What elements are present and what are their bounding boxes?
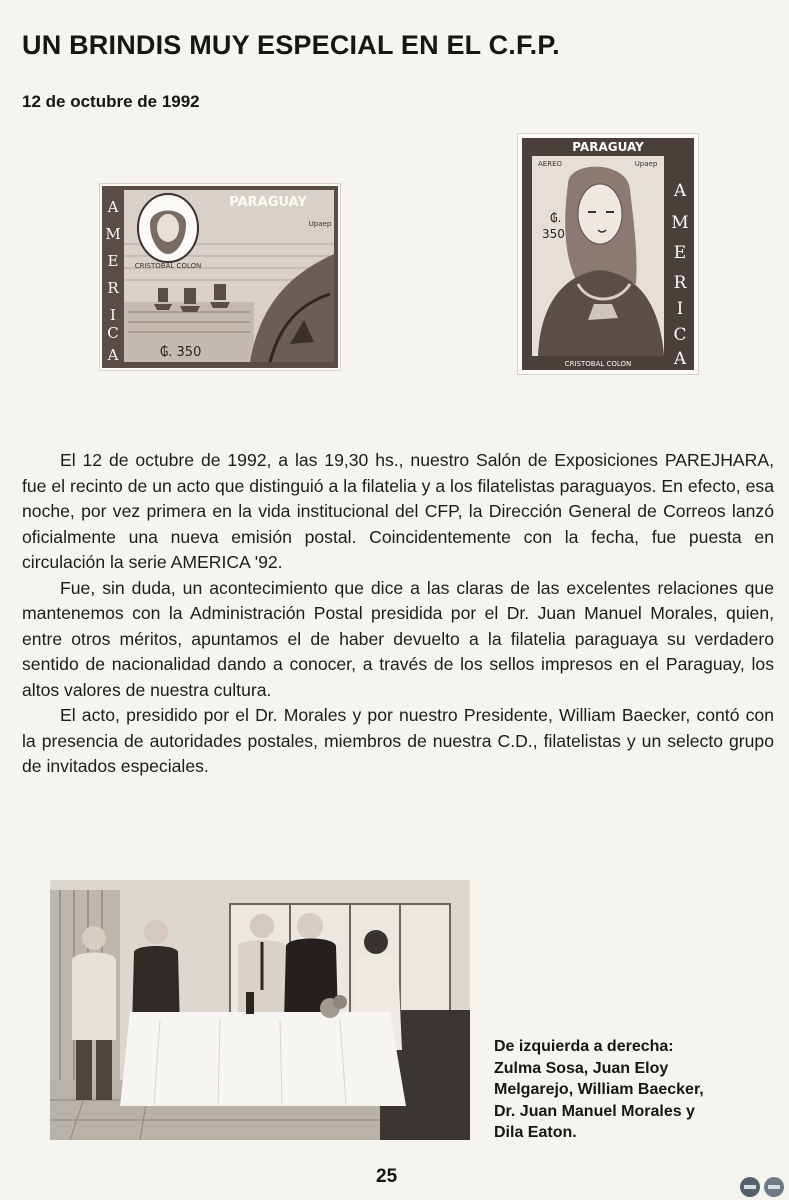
stamp2-top-label: AEREO (538, 160, 563, 168)
svg-text:I: I (110, 306, 116, 324)
svg-text:C: C (673, 325, 687, 345)
svg-text:R: R (673, 273, 687, 293)
caption-line: De izquierda a derecha: (494, 1038, 674, 1055)
stamp2-value-symbol: ₲. (550, 211, 562, 225)
caption-line: Dr. Juan Manuel Morales y (494, 1102, 695, 1120)
paragraph: El 12 de octubre de 1992, a las 19,30 hs., nuestro Salón de Exposiciones PAREJHARA, fue el recinto de un acto que distinguió a la filatelia y a los filatelistas paraguayos. En efecto, esa noche, por vez primera en la vida institucional del CFP, la Dirección General de Correos lanzó oficialmente una nueva emisión postal. Coincidentemente con la fecha, fue puesta en circulación la serie AMERICA '92. (22, 450, 774, 572)
article-date: 12 de octubre de 1992 (22, 92, 200, 111)
stamp1-logo: Upaep (308, 220, 332, 228)
svg-text:M: M (105, 225, 121, 243)
event-photo-illustration (50, 880, 470, 1140)
caption-line: Zulma Sosa, Juan Eloy (494, 1059, 669, 1077)
paragraph: El acto, presidido por el Dr. Morales y por nuestro Presidente, William Baecker, contó con la presencia de autoridades postales, miembros de nuestra C.D., filatelistas y un selecto grupo de invitados especiales. (22, 705, 774, 776)
svg-text:E: E (107, 252, 119, 270)
stamp2-country: PARAGUAY (572, 140, 644, 154)
caption-line: Melgarejo, William Baecker, (494, 1081, 704, 1098)
caption-line: Dila Eaton. (494, 1124, 577, 1141)
svg-text:E: E (673, 243, 687, 263)
article-title: UN BRINDIS MUY ESPECIAL EN EL C.F.P. (22, 30, 560, 60)
stamp2-logo: Upaep (634, 160, 658, 168)
stamp1-value: ₲. 350 (160, 345, 202, 360)
article-body (22, 448, 774, 780)
stamp1-country: PARAGUAY (229, 195, 307, 210)
svg-text:M: M (671, 213, 689, 233)
stamp-columbus-portrait (518, 134, 698, 374)
page-number: 25 (376, 1166, 398, 1187)
svg-text:A: A (673, 349, 687, 369)
stamp-portrait-artwork (518, 134, 698, 374)
svg-text:A: A (107, 346, 119, 364)
stamp2-portrait-label: CRISTOBAL COLON (564, 360, 632, 368)
paragraph: Fue, sin duda, un acontecimiento que dice a las claras de las excelentes relaciones que mantenemos con la Administración Postal presidida por el Dr. Juan Manuel Morales, quien, entre otros méritos, apuntamos el de haber devuelto a la filatelia paraguaya su verdadero sentido de nacionalidad dando a conocer, a través de los sellos impresos en el Paraguay, los altos valores de nuestra cultura. (22, 577, 774, 700)
photo-caption (494, 1036, 764, 1144)
svg-text:A: A (673, 181, 687, 201)
svg-text:R: R (107, 279, 119, 297)
stamp1-portrait-label: CRISTOBAL COLON (134, 262, 202, 270)
corner-logo-icon (738, 1176, 789, 1198)
stamp-columbus-ships (100, 184, 340, 370)
stamp2-value: 350 (542, 227, 565, 241)
svg-text:I: I (676, 299, 684, 319)
svg-text:A: A (107, 198, 119, 216)
event-photo (50, 880, 470, 1140)
svg-text:C: C (107, 324, 119, 342)
stamp-ships-artwork (100, 184, 340, 370)
